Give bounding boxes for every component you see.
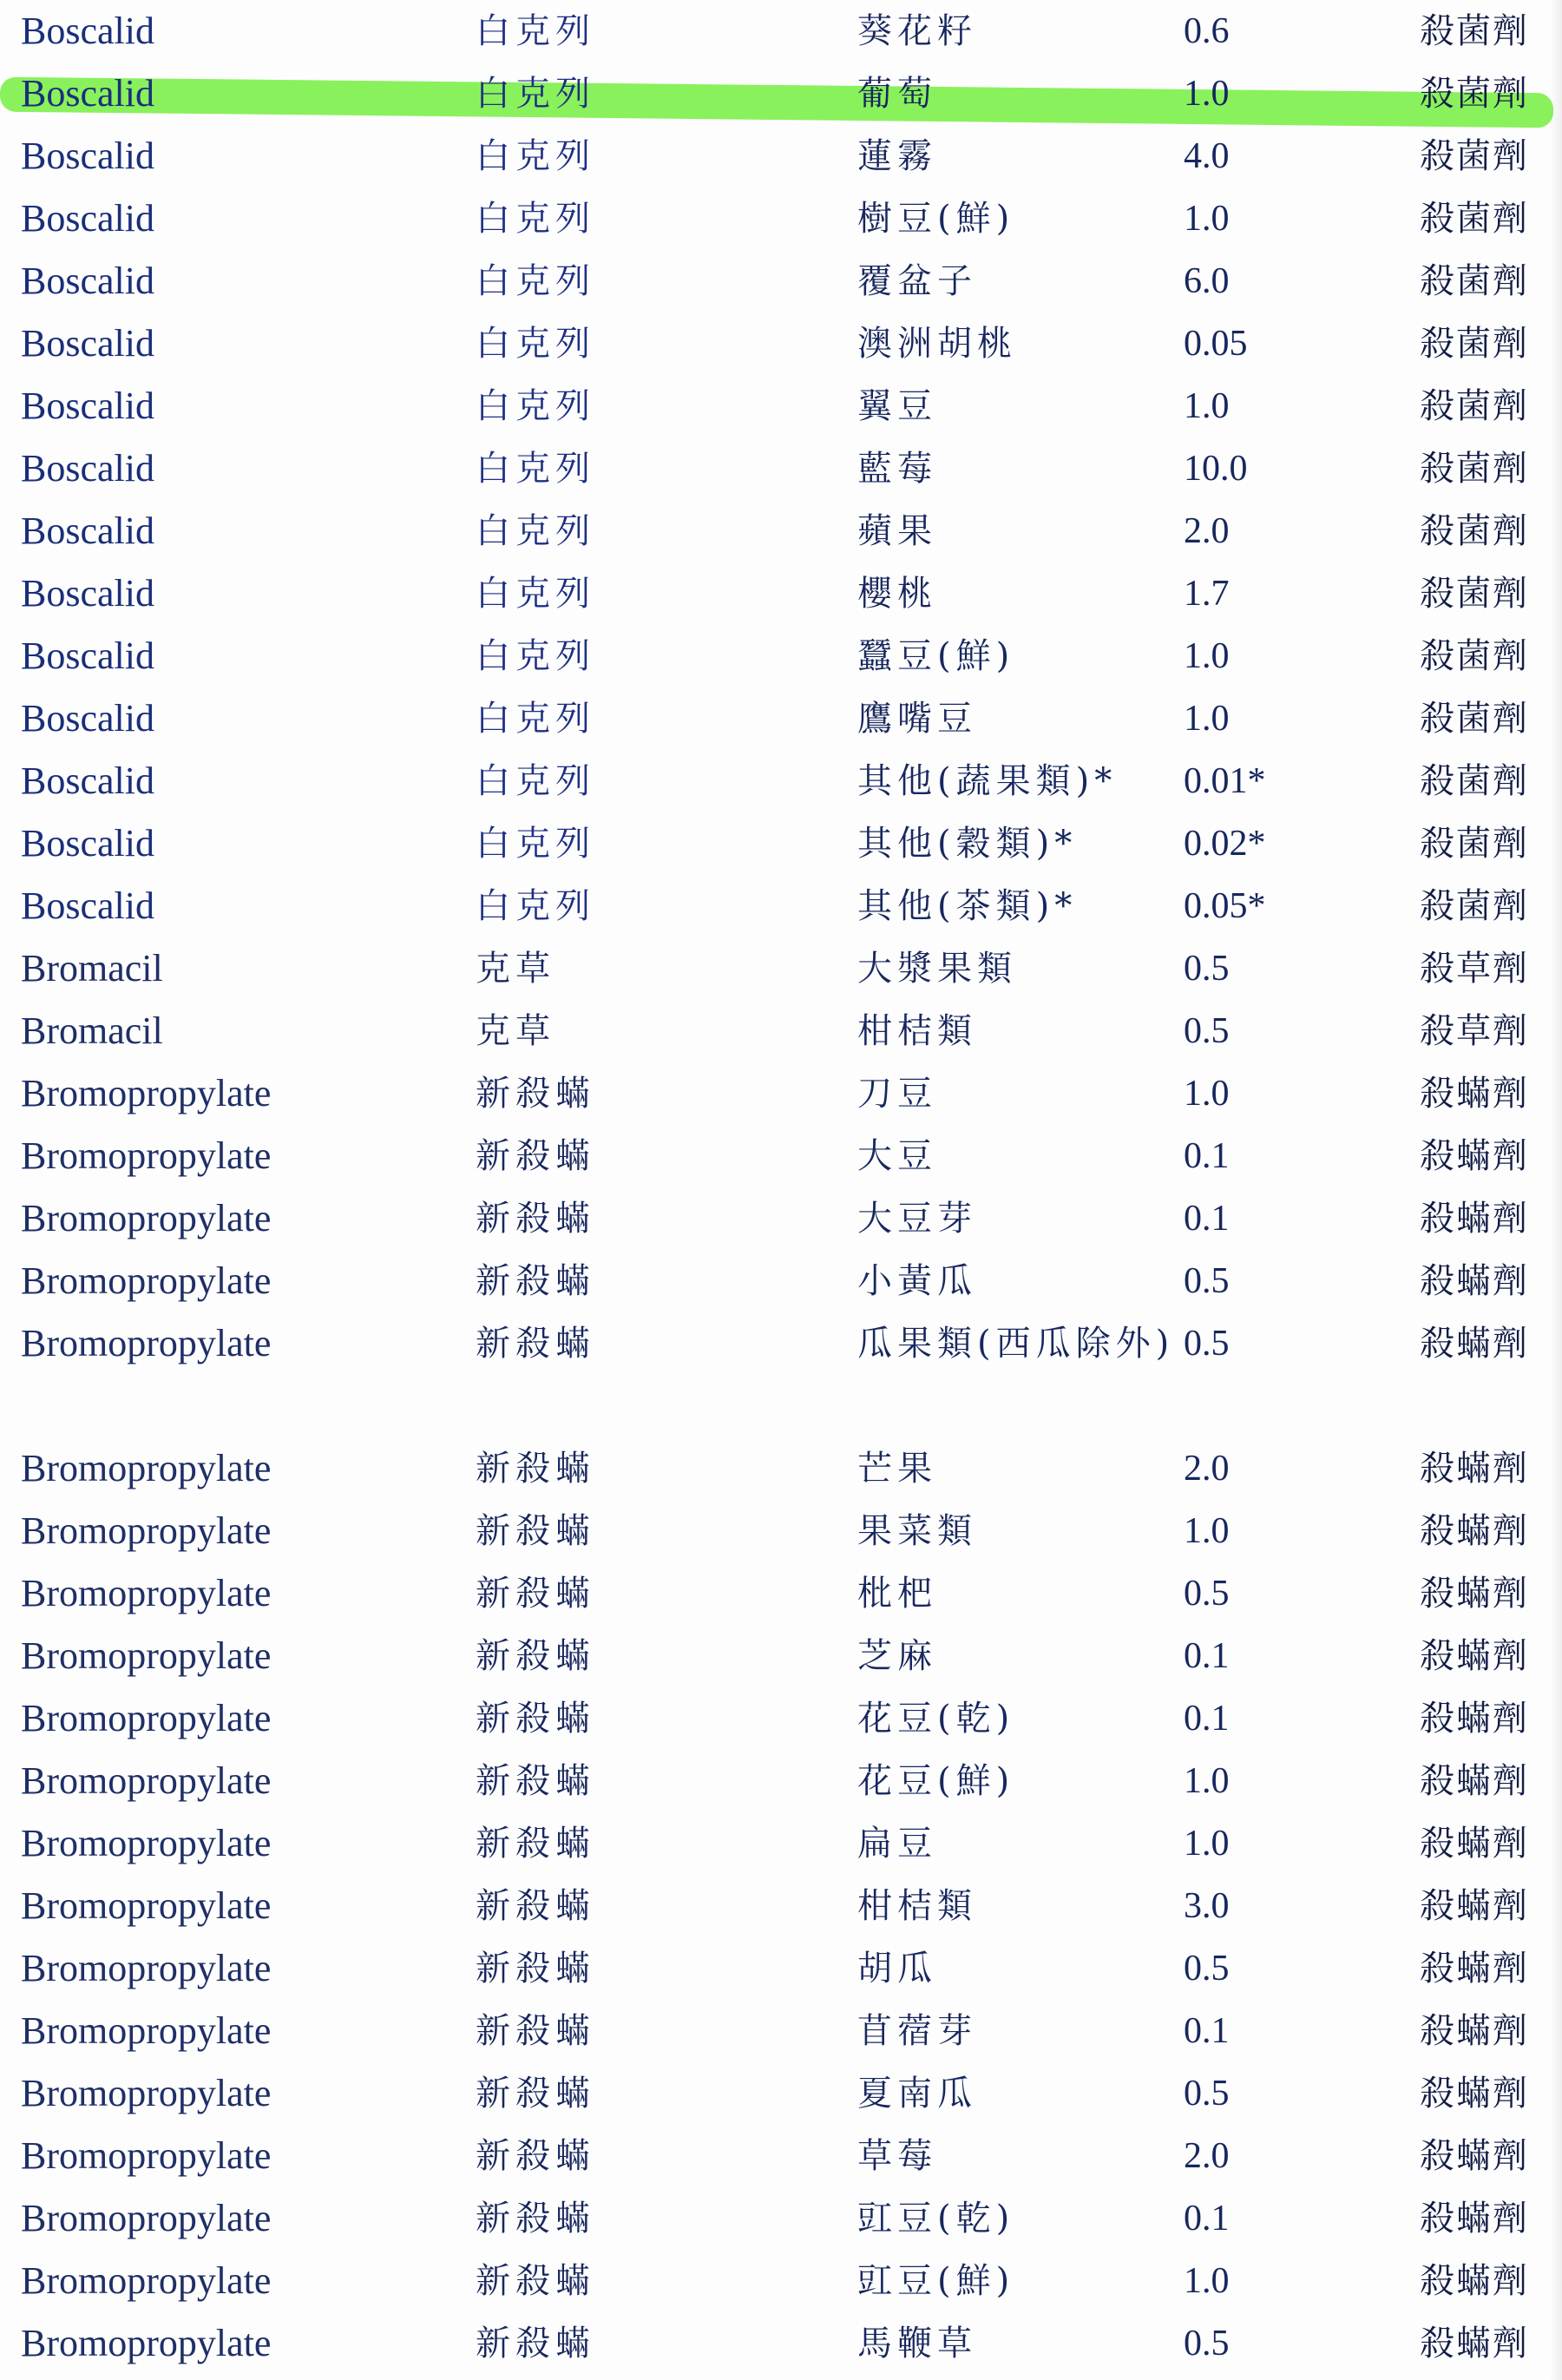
crop-name: 大豆芽 (857, 1199, 977, 1239)
residue-limit-value: 2.0 (1184, 1449, 1230, 1489)
pesticide-type: 殺蟎劑 (1420, 1324, 1529, 1364)
residue-limit-value: 0.5 (1184, 1949, 1230, 1989)
table-row (0, 1750, 1562, 1812)
pesticide-type: 殺菌劑 (1420, 574, 1529, 614)
pesticide-chinese-name: 白克列 (476, 824, 595, 864)
residue-limit-value: 0.5 (1184, 1261, 1230, 1301)
residue-limit-value: 0.05* (1184, 886, 1266, 926)
pesticide-type: 殺蟎劑 (1420, 2136, 1529, 2176)
pesticide-chinese-name: 新殺蟎 (476, 1574, 595, 1614)
pesticide-chinese-name: 新殺蟎 (476, 1699, 595, 1739)
residue-limit-value: 0.5 (1184, 1574, 1230, 1614)
pesticide-type: 殺蟎劑 (1420, 2074, 1529, 2114)
crop-name: 鷹嘴豆 (857, 699, 977, 739)
crop-name: 草莓 (857, 2136, 937, 2176)
residue-limit-value: 1.0 (1184, 1761, 1230, 1801)
table-row (0, 1500, 1562, 1562)
table-row (0, 1875, 1562, 1937)
pesticide-chinese-name: 新殺蟎 (476, 1199, 595, 1239)
residue-limit-value: 1.0 (1184, 699, 1230, 739)
pesticide-type: 殺蟎劑 (1420, 1449, 1529, 1489)
residue-limit-value: 0.5 (1184, 1324, 1230, 1364)
table-row (0, 750, 1562, 812)
pesticide-type: 殺菌劑 (1420, 324, 1529, 364)
crop-name: 芝麻 (857, 1636, 937, 1676)
pesticide-chinese-name: 新殺蟎 (476, 2011, 595, 2051)
table-row (0, 1187, 1562, 1250)
pesticide-chinese-name: 新殺蟎 (476, 1949, 595, 1989)
pesticide-type: 殺菌劑 (1420, 511, 1529, 551)
pesticide-english-name: Bromacil (21, 947, 163, 989)
crop-name: 柑桔類 (857, 1011, 977, 1051)
pesticide-chinese-name: 新殺蟎 (476, 1636, 595, 1676)
pesticide-chinese-name: 新殺蟎 (476, 2074, 595, 2114)
residue-limit-value: 10.0 (1184, 449, 1248, 489)
pesticide-type: 殺草劑 (1420, 949, 1529, 989)
residue-limit-value: 1.0 (1184, 74, 1230, 114)
residue-limit-value: 0.5 (1184, 2324, 1230, 2364)
pesticide-english-name: Boscalid (21, 572, 154, 615)
table-row (0, 875, 1562, 937)
table-row (0, 1687, 1562, 1750)
table-row (0, 1312, 1562, 1437)
table-row (0, 2125, 1562, 2187)
crop-name: 大漿果類 (857, 949, 1017, 989)
pesticide-english-name: Boscalid (21, 10, 154, 52)
pesticide-english-name: Bromopropylate (21, 2197, 272, 2239)
table-row (0, 937, 1562, 1000)
pesticide-type: 殺蟎劑 (1420, 1636, 1529, 1676)
pesticide-chinese-name: 新殺蟎 (476, 1261, 595, 1301)
pesticide-english-name: Bromopropylate (21, 1822, 272, 1864)
pesticide-chinese-name: 新殺蟎 (476, 1074, 595, 1114)
table-row (0, 1812, 1562, 1875)
pesticide-type: 殺菌劑 (1420, 824, 1529, 864)
crop-name: 蘋果 (857, 511, 937, 551)
residue-limit-value: 1.7 (1184, 574, 1230, 614)
residue-limit-value: 0.5 (1184, 2074, 1230, 2114)
pesticide-english-name: Boscalid (21, 510, 154, 552)
crop-name: 其他(茶類)* (857, 886, 1078, 926)
pesticide-chinese-name: 白克列 (476, 324, 595, 364)
pesticide-english-name: Bromopropylate (21, 1697, 272, 1739)
pesticide-type: 殺蟎劑 (1420, 1074, 1529, 1114)
pesticide-type: 殺菌劑 (1420, 11, 1529, 51)
pesticide-type: 殺蟎劑 (1420, 1761, 1529, 1801)
pesticide-english-name: Boscalid (21, 322, 154, 365)
pesticide-type: 殺蟎劑 (1420, 1574, 1529, 1614)
pesticide-english-name: Bromopropylate (21, 1447, 272, 1489)
crop-name: 果菜類 (857, 1511, 977, 1551)
crop-name: 馬鞭草 (857, 2324, 977, 2364)
crop-name: 蠶豆(鮮) (857, 636, 1015, 676)
crop-name: 藍莓 (857, 449, 937, 489)
residue-limit-value: 0.1 (1184, 1199, 1230, 1239)
residue-limit-value: 0.1 (1184, 2199, 1230, 2239)
pesticide-type: 殺蟎劑 (1420, 1261, 1529, 1301)
pesticide-chinese-name: 白克列 (476, 386, 595, 426)
pesticide-chinese-name: 白克列 (476, 574, 595, 614)
pesticide-english-name: Bromopropylate (21, 1322, 272, 1364)
residue-limit-value: 0.05 (1184, 324, 1248, 364)
pesticide-chinese-name: 新殺蟎 (476, 1761, 595, 1801)
pesticide-chinese-name: 白克列 (476, 11, 595, 51)
table-row (0, 0, 1562, 62)
page-edge-shadow (1550, 0, 1562, 2380)
table-row (0, 1625, 1562, 1687)
pesticide-chinese-name: 新殺蟎 (476, 1136, 595, 1176)
residue-limit-value: 1.0 (1184, 1824, 1230, 1864)
crop-name: 覆盆子 (857, 261, 977, 301)
pesticide-english-name: Boscalid (21, 697, 154, 740)
pesticide-type: 殺蟎劑 (1420, 1824, 1529, 1864)
pesticide-chinese-name: 新殺蟎 (476, 1324, 595, 1364)
pesticide-chinese-name: 白克列 (476, 511, 595, 551)
table-row (0, 187, 1562, 250)
pesticide-chinese-name: 新殺蟎 (476, 2324, 595, 2364)
pesticide-type: 殺蟎劑 (1420, 2199, 1529, 2239)
crop-name: 葵花籽 (857, 11, 977, 51)
crop-name: 葡萄 (857, 74, 937, 114)
table-row (0, 2000, 1562, 2062)
pesticide-chinese-name: 白克列 (476, 199, 595, 239)
pesticide-english-name: Bromopropylate (21, 1134, 272, 1177)
pesticide-type: 殺菌劑 (1420, 136, 1529, 176)
crop-name: 豇豆(鮮) (857, 2261, 1015, 2301)
pesticide-type: 殺菌劑 (1420, 261, 1529, 301)
table-row (0, 125, 1562, 187)
table-row (0, 2312, 1562, 2375)
pesticide-chinese-name: 新殺蟎 (476, 1886, 595, 1926)
pesticide-english-name: Bromopropylate (21, 1947, 272, 1989)
pesticide-chinese-name: 新殺蟎 (476, 2136, 595, 2176)
residue-limit-value: 0.02* (1184, 824, 1266, 864)
pesticide-type: 殺蟎劑 (1420, 1949, 1529, 1989)
pesticide-type: 殺蟎劑 (1420, 2011, 1529, 2051)
crop-name: 其他(蔬果類)* (857, 761, 1118, 801)
pesticide-english-name: Boscalid (21, 447, 154, 490)
pesticide-english-name: Bromopropylate (21, 2072, 272, 2114)
residue-limit-value: 0.5 (1184, 949, 1230, 989)
pesticide-english-name: Boscalid (21, 634, 154, 677)
pesticide-type: 殺菌劑 (1420, 761, 1529, 801)
crop-name: 夏南瓜 (857, 2074, 977, 2114)
pesticide-english-name: Boscalid (21, 260, 154, 302)
table-row (0, 312, 1562, 375)
residue-limit-value: 2.0 (1184, 511, 1230, 551)
residue-limit-value: 3.0 (1184, 1886, 1230, 1926)
crop-name: 花豆(乾) (857, 1699, 1015, 1739)
table-row (0, 1250, 1562, 1312)
table-row (0, 562, 1562, 625)
table-row (0, 625, 1562, 687)
crop-name: 苜蓿芽 (857, 2011, 977, 2051)
pesticide-chinese-name: 白克列 (476, 136, 595, 176)
crop-name: 刀豆 (857, 1074, 937, 1114)
table-row (0, 62, 1562, 125)
residue-limit-value: 1.0 (1184, 1074, 1230, 1114)
crop-name: 柑桔類 (857, 1886, 977, 1926)
residue-limit-value: 0.1 (1184, 1636, 1230, 1676)
pesticide-type: 殺蟎劑 (1420, 2324, 1529, 2364)
residue-limit-value: 1.0 (1184, 2261, 1230, 2301)
pesticide-chinese-name: 新殺蟎 (476, 2199, 595, 2239)
pesticide-chinese-name: 新殺蟎 (476, 1824, 595, 1864)
pesticide-type: 殺蟎劑 (1420, 2261, 1529, 2301)
pesticide-type: 殺蟎劑 (1420, 1136, 1529, 1176)
crop-name: 翼豆 (857, 386, 937, 426)
crop-name: 大豆 (857, 1136, 937, 1176)
residue-limit-value: 0.01* (1184, 761, 1266, 801)
pesticide-type: 殺蟎劑 (1420, 1886, 1529, 1926)
crop-name: 蓮霧 (857, 136, 937, 176)
table-row (0, 2250, 1562, 2312)
pesticide-chinese-name: 白克列 (476, 449, 595, 489)
pesticide-type: 殺草劑 (1420, 1011, 1529, 1051)
table-row (0, 1562, 1562, 1625)
pesticide-english-name: Boscalid (21, 884, 154, 927)
pesticide-english-name: Bromopropylate (21, 2259, 272, 2302)
residue-limit-value: 0.1 (1184, 1699, 1230, 1739)
pesticide-chinese-name: 新殺蟎 (476, 2261, 595, 2301)
table-row (0, 500, 1562, 562)
pesticide-type: 殺蟎劑 (1420, 1511, 1529, 1551)
pesticide-chinese-name: 白克列 (476, 74, 595, 114)
crop-name: 扁豆 (857, 1824, 937, 1864)
pesticide-english-name: Bromopropylate (21, 2009, 272, 2052)
pesticide-english-name: Bromacil (21, 1009, 163, 1052)
table-row (0, 1437, 1562, 1500)
crop-name: 其他(穀類)* (857, 824, 1078, 864)
pesticide-chinese-name: 白克列 (476, 636, 595, 676)
residue-limit-value: 4.0 (1184, 136, 1230, 176)
table-row (0, 437, 1562, 500)
table-row (0, 1125, 1562, 1187)
table-row (0, 687, 1562, 750)
residue-limit-value: 0.6 (1184, 11, 1230, 51)
pesticide-type: 殺菌劑 (1420, 886, 1529, 926)
crop-name: 櫻桃 (857, 574, 937, 614)
pesticide-english-name: Boscalid (21, 822, 154, 865)
pesticide-chinese-name: 克草 (476, 949, 555, 989)
pesticide-english-name: Boscalid (21, 759, 154, 802)
pesticide-english-name: Bromopropylate (21, 1634, 272, 1677)
pesticide-type: 殺蟎劑 (1420, 1199, 1529, 1239)
crop-name: 小黃瓜 (857, 1261, 977, 1301)
pesticide-chinese-name: 白克列 (476, 886, 595, 926)
residue-limit-value: 0.5 (1184, 1011, 1230, 1051)
residue-limit-value: 1.0 (1184, 386, 1230, 426)
crop-name: 澳洲胡桃 (857, 324, 1017, 364)
pesticide-english-name: Boscalid (21, 135, 154, 177)
pesticide-type: 殺菌劑 (1420, 386, 1529, 426)
pesticide-chinese-name: 克草 (476, 1011, 555, 1051)
pesticide-english-name: Bromopropylate (21, 1884, 272, 1927)
crop-name: 花豆(鮮) (857, 1761, 1015, 1801)
pesticide-english-name: Bromopropylate (21, 1259, 272, 1302)
crop-name: 芒果 (857, 1449, 937, 1489)
crop-name: 瓜果類(西瓜除外) (857, 1324, 1175, 1364)
crop-name: 胡瓜 (857, 1949, 937, 1989)
table-row (0, 1937, 1562, 2000)
table-row (0, 1000, 1562, 1062)
pesticide-type: 殺菌劑 (1420, 74, 1529, 114)
crop-name: 枇杷 (857, 1574, 937, 1614)
pesticide-english-name: Bromopropylate (21, 2134, 272, 2177)
residue-limit-value: 1.0 (1184, 636, 1230, 676)
pesticide-english-name: Bromopropylate (21, 1509, 272, 1552)
pesticide-type: 殺蟎劑 (1420, 1699, 1529, 1739)
pesticide-type: 殺菌劑 (1420, 199, 1529, 239)
pesticide-english-name: Bromopropylate (21, 1759, 272, 1802)
pesticide-type: 殺菌劑 (1420, 636, 1529, 676)
table-row (0, 2187, 1562, 2250)
pesticide-type: 殺菌劑 (1420, 449, 1529, 489)
table-row (0, 812, 1562, 875)
crop-name: 樹豆(鮮) (857, 199, 1015, 239)
crop-name: 豇豆(乾) (857, 2199, 1015, 2239)
pesticide-type: 殺菌劑 (1420, 699, 1529, 739)
pesticide-english-name: Bromopropylate (21, 2322, 272, 2364)
pesticide-chinese-name: 白克列 (476, 261, 595, 301)
pesticide-english-name: Bromopropylate (21, 1072, 272, 1114)
residue-limit-value: 2.0 (1184, 2136, 1230, 2176)
pesticide-chinese-name: 新殺蟎 (476, 1511, 595, 1551)
pesticide-english-name: Boscalid (21, 72, 154, 115)
residue-limit-value: 0.1 (1184, 1136, 1230, 1176)
pesticide-chinese-name: 新殺蟎 (476, 1449, 595, 1489)
table-row (0, 250, 1562, 312)
pesticide-english-name: Boscalid (21, 385, 154, 427)
pesticide-chinese-name: 白克列 (476, 761, 595, 801)
residue-limit-value: 6.0 (1184, 261, 1230, 301)
table-row (0, 2062, 1562, 2125)
residue-limit-value: 1.0 (1184, 1511, 1230, 1551)
table-row (0, 375, 1562, 437)
pesticide-english-name: Bromopropylate (21, 1197, 272, 1239)
pesticide-chinese-name: 白克列 (476, 699, 595, 739)
residue-limit-value: 1.0 (1184, 199, 1230, 239)
pesticide-english-name: Bromopropylate (21, 1572, 272, 1614)
pesticide-english-name: Boscalid (21, 197, 154, 240)
residue-limit-value: 0.1 (1184, 2011, 1230, 2051)
table-row (0, 1062, 1562, 1125)
